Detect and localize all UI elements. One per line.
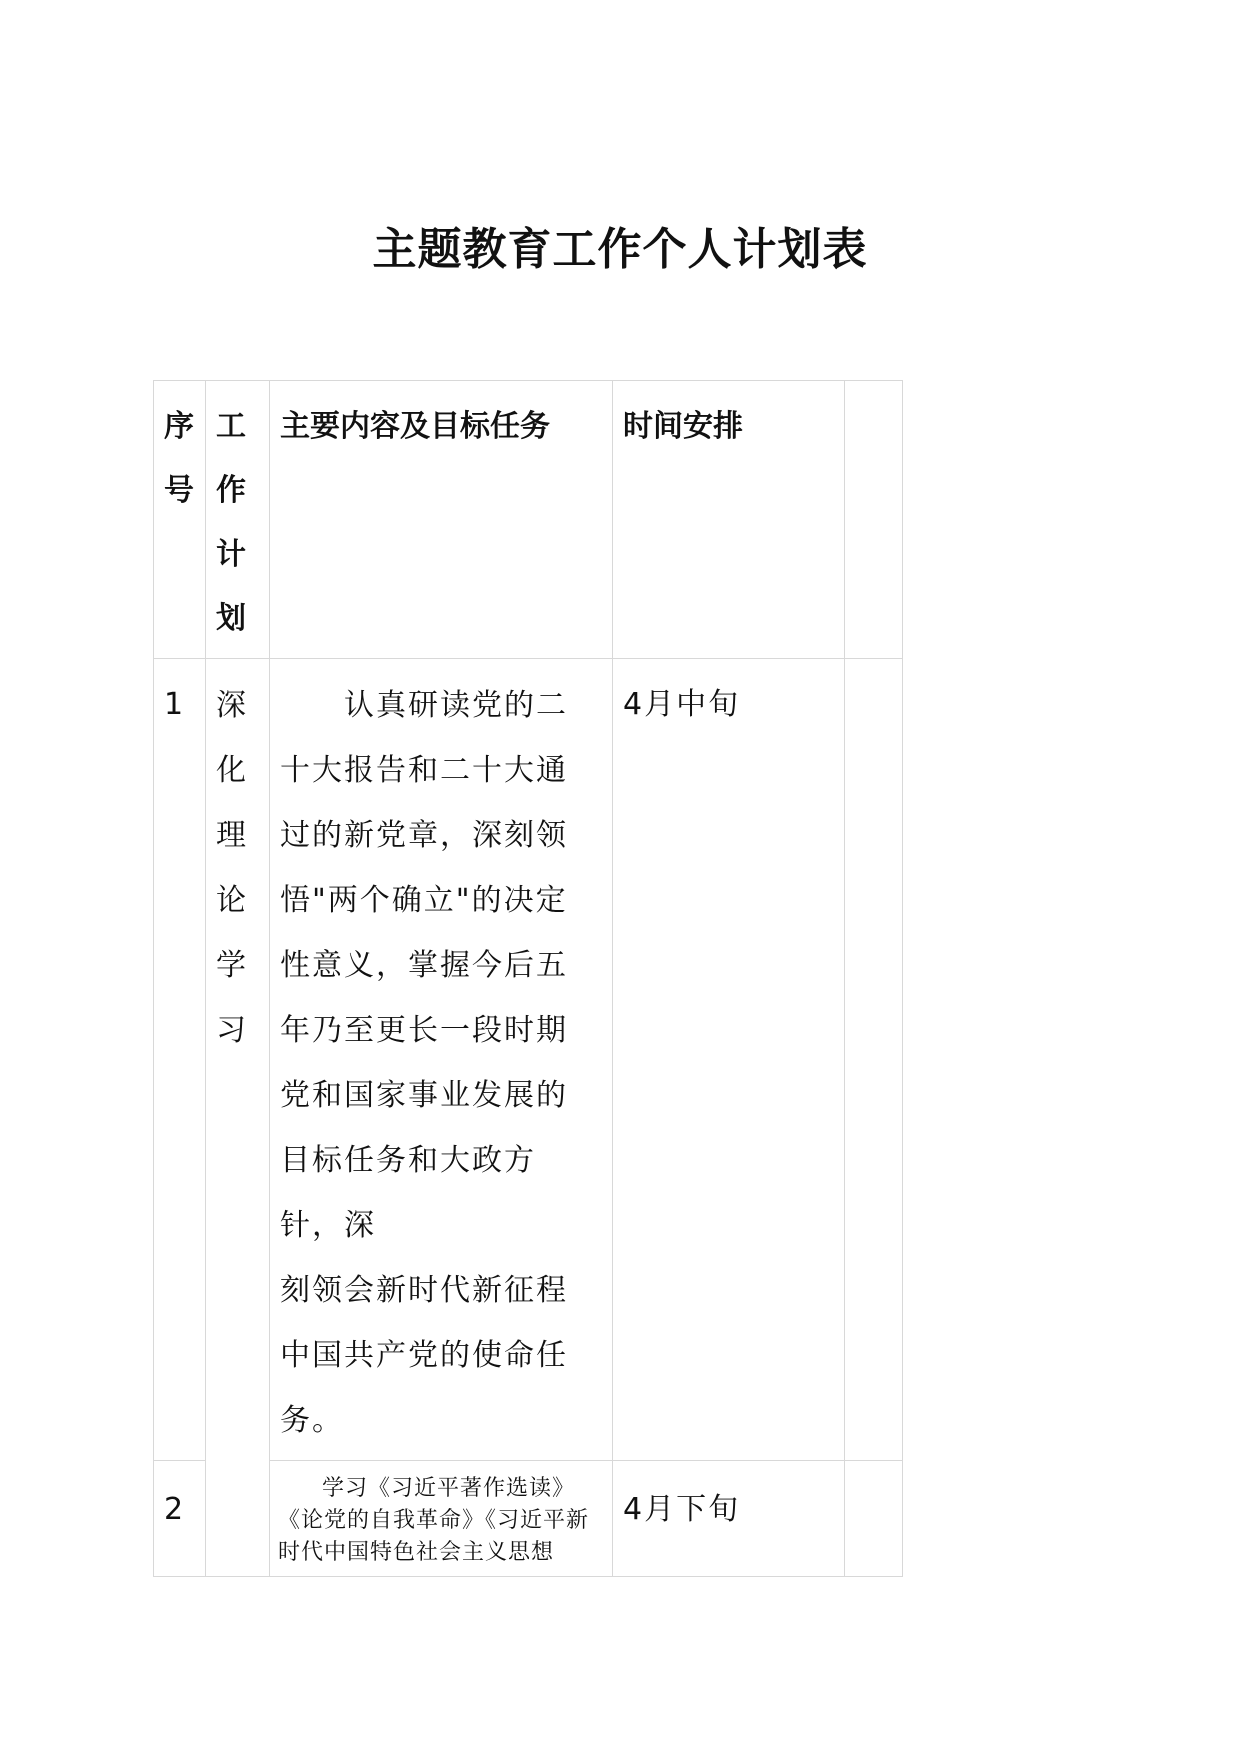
header-cell-extra bbox=[845, 381, 903, 659]
row-2-seq-cell bbox=[154, 1461, 206, 1577]
row-2-time: 4月下旬 bbox=[623, 1492, 741, 1527]
row-2-seq: 2 bbox=[164, 1492, 184, 1527]
header-extra bbox=[845, 381, 902, 395]
header-seq: 序号 bbox=[164, 409, 194, 508]
header-time: 时间安排 bbox=[623, 409, 743, 444]
row-1-plan-cell bbox=[206, 659, 270, 1577]
header-cell-time bbox=[613, 381, 845, 659]
row-1-content-para-2: 针，深 bbox=[280, 1208, 376, 1243]
table-row bbox=[154, 659, 903, 1461]
page-title: 主题教育工作个人计划表 bbox=[372, 224, 868, 275]
row-1-extra-cell bbox=[845, 659, 903, 1461]
row-2-content-text: 学习《习近平著作选读》《论党的自我革命》《习近平新时代中国特色社会主义思想 bbox=[278, 1476, 590, 1565]
table-header-row bbox=[154, 381, 903, 659]
row-1-seq-cell bbox=[154, 659, 206, 1461]
header-cell-seq bbox=[154, 381, 206, 659]
header-cell-plan bbox=[206, 381, 270, 659]
row-1-plan: 深化理论学习 bbox=[216, 688, 246, 1048]
row-1-content bbox=[270, 659, 612, 1453]
row-1-content-line-1: 认真研读党的二十大报告和二十大通过的新党章，深刻领悟"两个确立"的决定性意义，掌握今后五年乃至更长一段时期党和国家事业发展的目标任务和大政方 bbox=[280, 688, 568, 1178]
row-2-extra-cell bbox=[845, 1461, 903, 1577]
row-2-content bbox=[270, 1461, 612, 1569]
header-plan: 工作计划 bbox=[216, 409, 246, 636]
row-2-content-cell bbox=[270, 1461, 613, 1577]
header-cell-content bbox=[270, 381, 613, 659]
row-1-seq: 1 bbox=[164, 687, 184, 722]
row-1-time-cell bbox=[613, 659, 845, 1461]
row-1-time: 4月中旬 bbox=[623, 687, 741, 722]
plan-table bbox=[153, 380, 903, 1577]
row-1-content-cell bbox=[270, 659, 613, 1461]
row-2-time-cell bbox=[613, 1461, 845, 1577]
header-content: 主要内容及目标任务 bbox=[280, 409, 550, 444]
row-1-content-para-1 bbox=[280, 673, 590, 1193]
row-1-content-para-3: 刻领会新时代新征程中国共产党的使命任务。 bbox=[280, 1273, 568, 1438]
